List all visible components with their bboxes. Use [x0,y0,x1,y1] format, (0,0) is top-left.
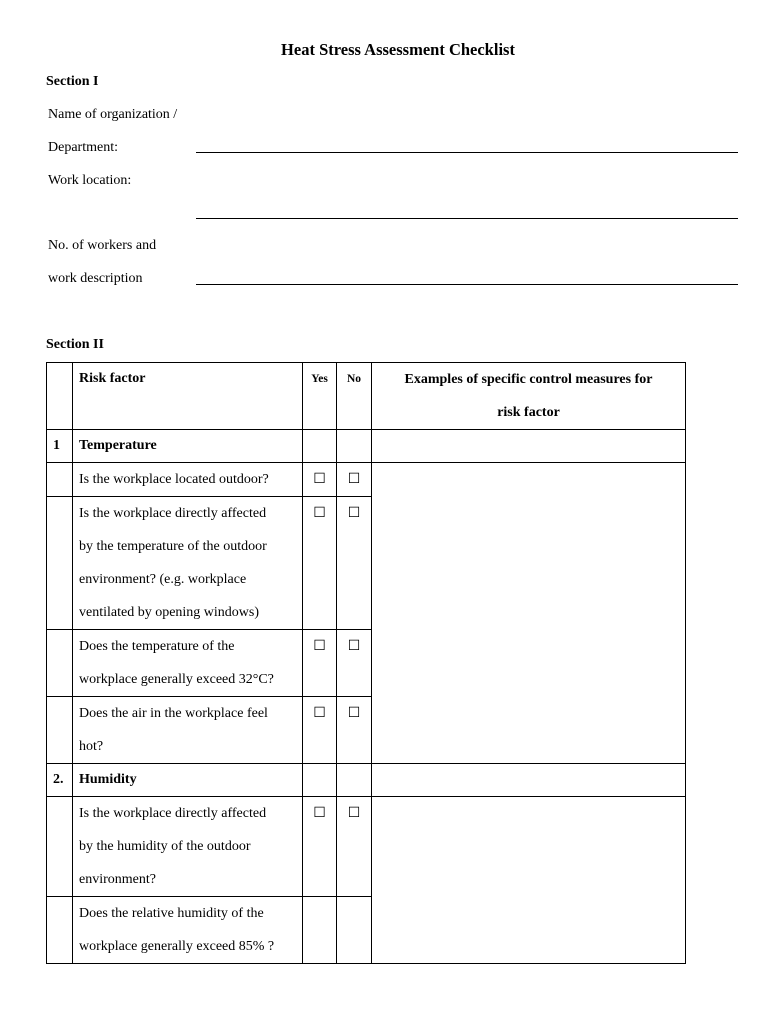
group-no-cell [337,764,372,797]
question-text-line: environment? (e.g. workplace [79,572,247,587]
work-location-label: Work location: [48,173,132,188]
question-text-line: Is the workplace directly affected [79,506,267,521]
yes-checkbox-cell [303,497,337,630]
control-measures-field[interactable] [372,797,686,964]
question-text [73,897,303,964]
no-checkbox-cell [337,497,372,630]
header-examples-line-2: risk factor [497,405,560,420]
group-yes-cell [303,764,337,797]
question-text-line: Is the workplace directly affected [79,806,267,821]
yes-checkbox[interactable]: ☐ [313,639,326,654]
yes-checkbox-cell [303,463,337,497]
question-row [47,463,686,497]
question-text-line: environment? [79,872,156,887]
group-number: 1 [47,430,73,463]
no-checkbox[interactable]: ☐ [347,706,361,721]
yes-checkbox[interactable]: ☐ [313,706,326,721]
no-cell [337,897,372,964]
question-text-line: workplace generally exceed 85% ? [79,939,275,954]
table-header-row [47,363,686,430]
question-text [73,697,303,764]
section-2-heading: Section II [46,337,104,352]
workers-label-line-2: work description [48,271,143,286]
question-number-cell [47,497,73,630]
header-yes: Yes [303,363,337,430]
organization-label-line-2: Department: [48,140,118,155]
question-text-line: ventilated by opening windows) [79,605,260,620]
group-examples-cell [372,764,686,797]
group-yes-cell [303,430,337,463]
workers-description-field[interactable] [196,284,738,285]
no-checkbox-cell [337,697,372,764]
no-checkbox[interactable]: ☐ [347,639,361,654]
question-text-line: Does the air in the workplace feel [79,706,268,721]
yes-cell [303,897,337,964]
header-number-cell [47,363,73,430]
question-text-line: Is the workplace located outdoor? [79,472,269,487]
question-text-line: by the humidity of the outdoor [79,839,251,854]
risk-factor-checklist-table [46,362,686,964]
no-checkbox-cell [337,797,372,897]
section-1-heading: Section I [46,74,99,89]
question-row [47,797,686,897]
question-number-cell [47,463,73,497]
group-no-cell [337,430,372,463]
control-measures-field[interactable] [372,463,686,764]
work-location-field[interactable] [196,218,738,219]
question-text [73,497,303,630]
question-text-line: hot? [79,739,104,754]
question-text-line: Does the relative humidity of the [79,906,264,921]
page-title: Heat Stress Assessment Checklist [281,40,515,59]
question-number-cell [47,630,73,697]
no-checkbox[interactable]: ☐ [347,506,361,521]
group-title: Temperature [73,430,303,463]
header-examples-line-1: Examples of specific control measures for [404,372,653,387]
question-number-cell [47,797,73,897]
question-text-line: Does the temperature of the [79,639,235,654]
organization-label-line-1: Name of organization / [48,107,178,122]
yes-checkbox-cell [303,797,337,897]
yes-checkbox[interactable]: ☐ [313,806,326,821]
no-checkbox[interactable]: ☐ [347,806,361,821]
no-checkbox[interactable]: ☐ [347,472,361,487]
question-text-line: workplace generally exceed 32°C? [79,672,274,687]
workers-label-line-1: No. of workers and [48,238,157,253]
organization-field[interactable] [196,152,738,153]
yes-checkbox[interactable]: ☐ [313,506,326,521]
no-checkbox-cell [337,463,372,497]
group-row [47,430,686,463]
group-title: Humidity [73,764,303,797]
question-text [73,630,303,697]
group-row [47,764,686,797]
yes-checkbox[interactable]: ☐ [313,472,326,487]
group-examples-cell [372,430,686,463]
no-checkbox-cell [337,630,372,697]
group-number: 2. [47,764,73,797]
yes-checkbox-cell [303,697,337,764]
header-examples [372,363,686,430]
question-number-cell [47,897,73,964]
header-no: No [337,363,372,430]
question-text-line: by the temperature of the outdoor [79,539,267,554]
question-number-cell [47,697,73,764]
question-text [73,797,303,897]
header-risk-factor: Risk factor [73,363,303,430]
yes-checkbox-cell [303,630,337,697]
question-text [73,463,303,497]
